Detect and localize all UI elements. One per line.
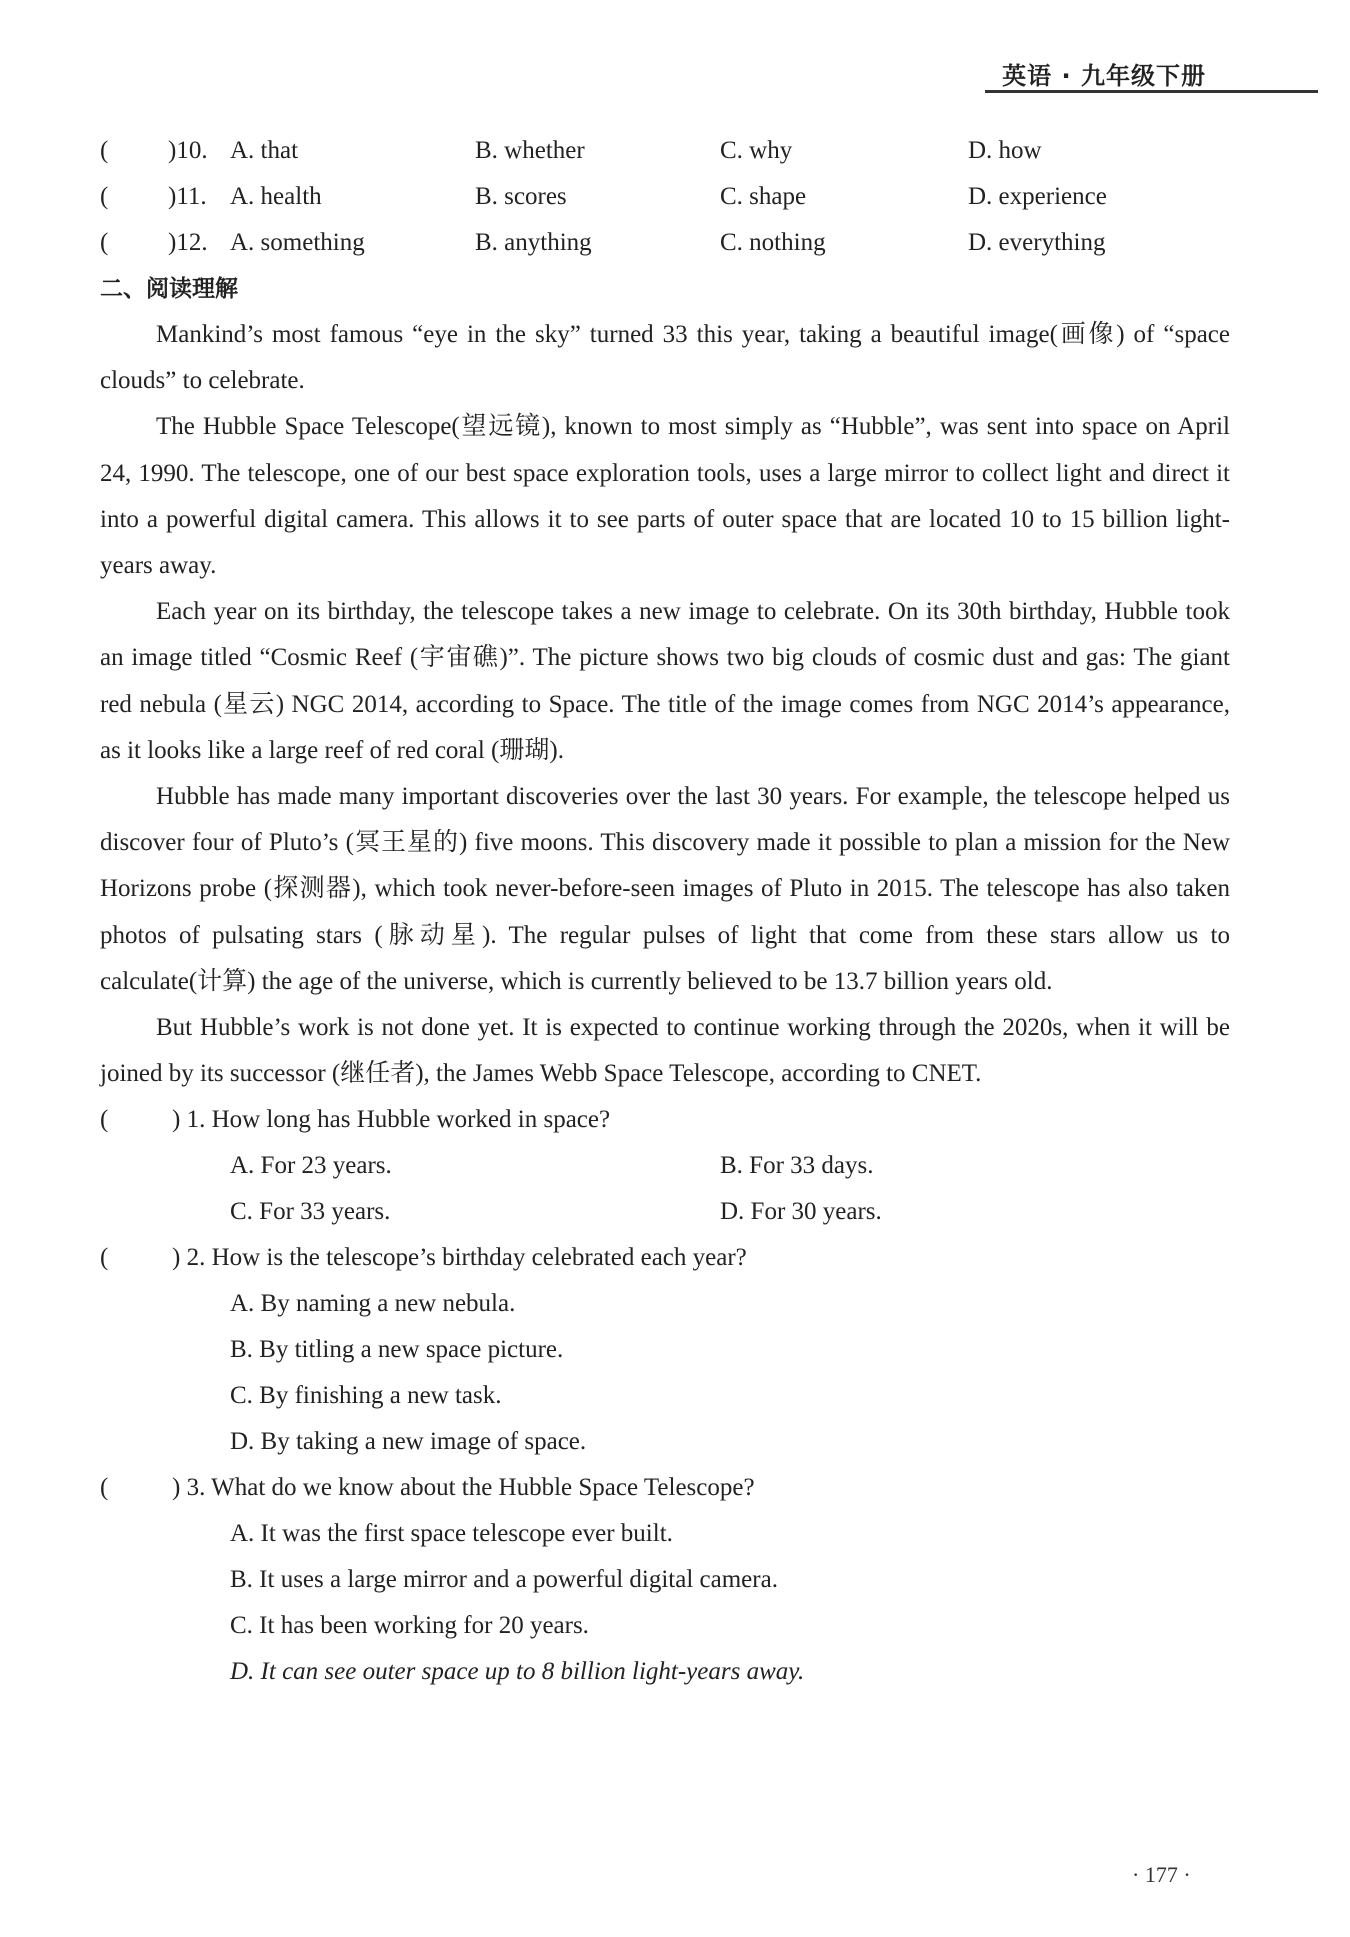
passage-paragraph-4: Hubble has made many important discoveries over the last 30 years. For example, the telescope helped us discover four of Pluto’s (冥王星的) five moons. This discovery made it possible to plan a mission for the New Horizons probe (探测器), which took never-before-seen images of Pluto in 2015. The telescope has also taken photos of pulsating stars (脉动星). The regular pulses of light that come from these stars allow us to calculate(计算) the age of the universe, which is currently believed to be 13.7 billion years old. bbox=[100, 783, 1230, 995]
option-d: D. For 30 years. bbox=[720, 1198, 882, 1226]
option-b: B. scores bbox=[475, 183, 567, 210]
question-1 bbox=[100, 1097, 1230, 1143]
option-b: B. It uses a large mirror and a powerful digital camera. bbox=[230, 1566, 778, 1594]
option-c-line bbox=[100, 1603, 1230, 1649]
question-stem: ) 3. What do we know about the Hubble Space Telescope? bbox=[172, 1474, 755, 1502]
option-c: C. For 33 years. bbox=[230, 1198, 391, 1226]
option-c: C. It has been working for 20 years. bbox=[230, 1612, 589, 1640]
option-c: C. By finishing a new task. bbox=[230, 1382, 502, 1410]
answer-blank: ( bbox=[100, 1244, 109, 1272]
passage-paragraph-1: Mankind’s most famous “eye in the sky” turned 33 this year, taking a beautiful image(画像) of “space clouds” to celebrate. bbox=[100, 321, 1230, 395]
section-title: 二、阅读理解 bbox=[100, 276, 238, 302]
option-a: A. For 23 years. bbox=[230, 1152, 392, 1180]
passage-paragraph-2: The Hubble Space Telescope(望远镜), known to most simply as “Hubble”, was sent into space on April 24, 1990. The telescope, one of our best space exploration tools, uses a large mirror to collect light and direct it into a powerful digital camera. This allows it to see parts of outer space that are located 10 to 15 billion light-years away. bbox=[100, 413, 1230, 580]
option-c: C. shape bbox=[720, 183, 807, 210]
option-a: A. something bbox=[230, 229, 365, 256]
question-1-options-row-1 bbox=[100, 1143, 1230, 1189]
question-number: )11. bbox=[168, 183, 207, 210]
answer-blank: ( bbox=[100, 183, 109, 210]
page-content bbox=[100, 128, 1230, 1695]
option-d-line bbox=[100, 1419, 1230, 1465]
option-b: B. anything bbox=[475, 229, 592, 256]
option-b-line bbox=[100, 1327, 1230, 1373]
answer-blank: ( bbox=[100, 137, 109, 164]
option-c-line bbox=[100, 1373, 1230, 1419]
option-a: A. that bbox=[230, 137, 299, 164]
answer-blank: ( bbox=[100, 1474, 109, 1502]
question-number: )12. bbox=[168, 229, 208, 256]
option-b: B. For 33 days. bbox=[720, 1152, 874, 1180]
question-number: )10. bbox=[168, 137, 208, 164]
header-title: 英语 · 九年级下册 bbox=[1002, 62, 1206, 90]
option-d: D. how bbox=[968, 137, 1042, 164]
option-b: B. By titling a new space picture. bbox=[230, 1336, 564, 1364]
question-3 bbox=[100, 1465, 1230, 1511]
question-1-options-row-2 bbox=[100, 1189, 1230, 1235]
answer-blank: ( bbox=[100, 229, 109, 256]
option-d: D. everything bbox=[968, 229, 1106, 256]
option-a: A. By naming a new nebula. bbox=[230, 1290, 516, 1318]
question-stem: ) 1. How long has Hubble worked in space? bbox=[172, 1106, 611, 1134]
option-a-line bbox=[100, 1511, 1230, 1557]
option-c: C. why bbox=[720, 137, 793, 164]
page-number: · 177 · bbox=[1132, 1862, 1191, 1887]
cloze-question-11 bbox=[100, 174, 1230, 220]
cloze-question-10 bbox=[100, 128, 1230, 174]
passage-paragraph-3: Each year on its birthday, the telescope takes a new image to celebrate. On its 30th birthday, Hubble took an image titled “Cosmic Reef (宇宙礁)”. The picture shows two big clouds of cosmic dust and gas: The giant red nebula (星云) NGC 2014, according to Space. The title of the image comes from NGC 2014’s appearance, as it looks like a large reef of red coral (珊瑚). bbox=[100, 598, 1230, 764]
option-a: A. health bbox=[230, 183, 322, 210]
option-c: C. nothing bbox=[720, 229, 826, 256]
option-a-line bbox=[100, 1281, 1230, 1327]
passage-paragraph-5: But Hubble’s work is not done yet. It is expected to continue working through the 2020s, when it will be joined by its successor (继任者), the James Webb Space Telescope, according to CNET. bbox=[100, 1014, 1230, 1088]
option-b: B. whether bbox=[475, 137, 585, 164]
cloze-question-12 bbox=[100, 220, 1230, 266]
answer-blank: ( bbox=[100, 1106, 109, 1134]
option-d: D. By taking a new image of space. bbox=[230, 1428, 587, 1456]
option-b-line bbox=[100, 1557, 1230, 1603]
option-a: A. It was the first space telescope ever built. bbox=[230, 1520, 673, 1548]
question-stem: ) 2. How is the telescope’s birthday celebrated each year? bbox=[172, 1244, 747, 1272]
option-d: D. experience bbox=[968, 183, 1107, 210]
option-d: D. It can see outer space up to 8 billion light-years away. bbox=[230, 1658, 805, 1686]
question-2 bbox=[100, 1235, 1230, 1281]
option-d-line bbox=[100, 1649, 1230, 1695]
page-header bbox=[0, 50, 1318, 90]
header-rule bbox=[985, 90, 1318, 93]
